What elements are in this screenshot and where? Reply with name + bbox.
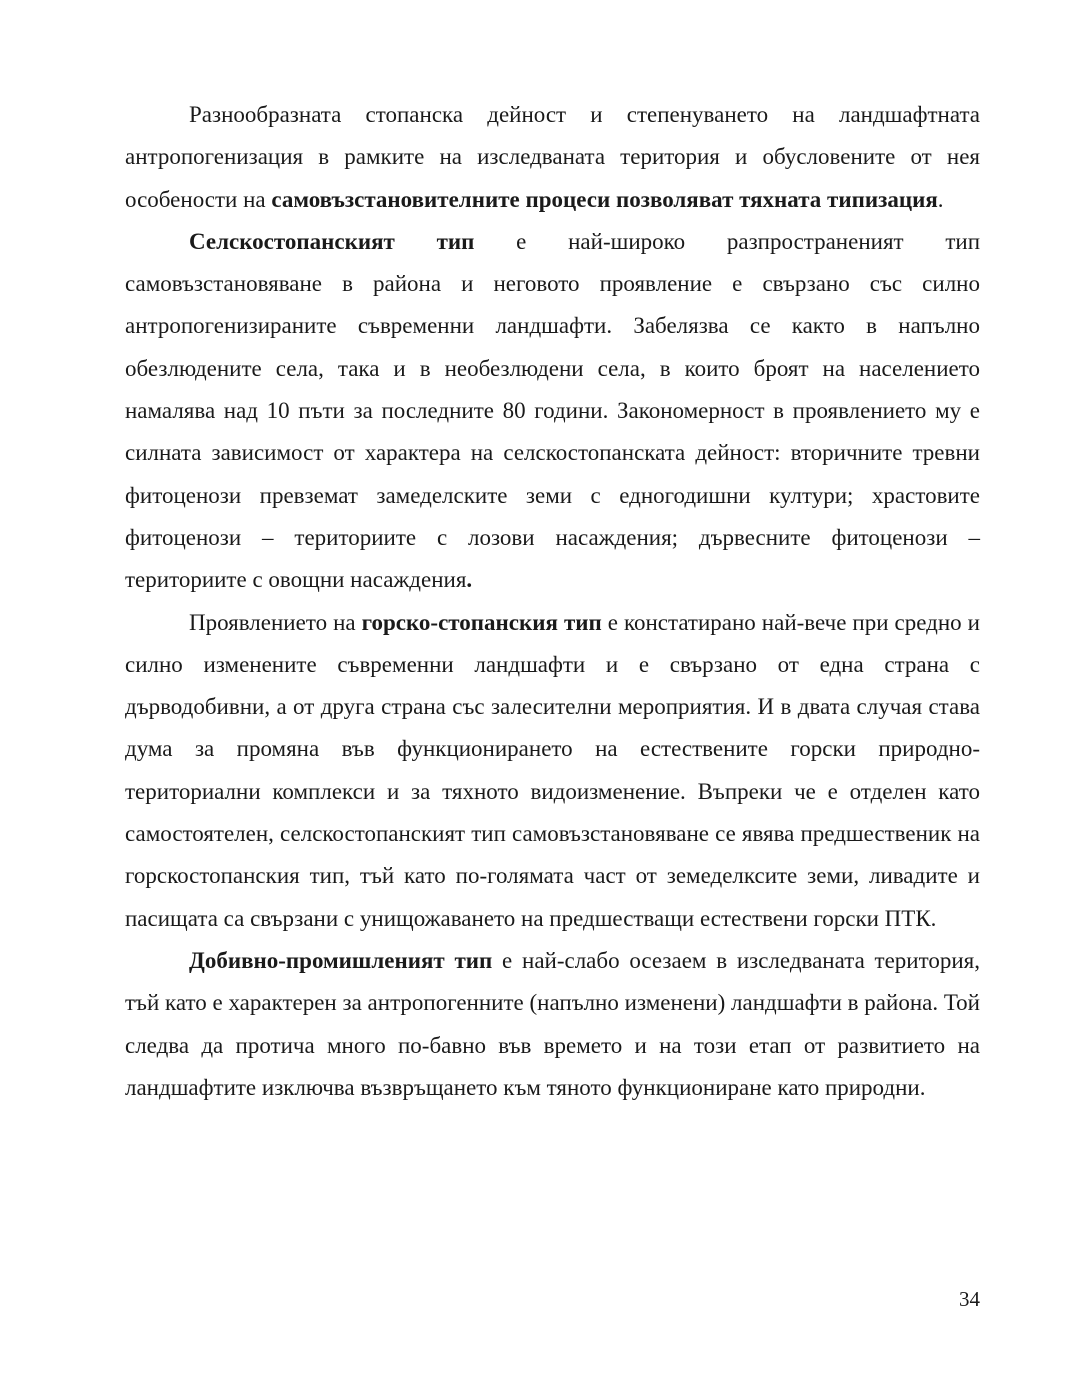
paragraph-3-lead: Проявлението на: [189, 609, 362, 635]
paragraph-3: [125, 602, 980, 940]
paragraph-1-period: .: [937, 186, 944, 212]
paragraph-4: [125, 940, 980, 1109]
page-number: 34: [959, 1287, 980, 1311]
paragraph-1: [125, 94, 980, 221]
paragraph-3-text: е констатирано най-вече при средно и силно изменените съвременни ландшафти и е свързано от една страна с дърводобивни, а от друга страна със залесителни мероприятия. И в двата случая става дума за промяна във функционирането на естествените горски природно-териториални комплекси и за тяхното видоизменение. Въпреки че е отделен като самостоятелен, селскостопанският тип самовъзстановяване се явява предшественик на горскостопанския тип, тъй като по-голямата част от земеделксите земи, ливадите и пасищата са свързани с унищожаването на предшестващи естествени горски ПТК.: [125, 609, 980, 931]
paragraph-2-bold-term: Селскостопанският тип: [189, 228, 475, 254]
paragraph-2-bold-period: .: [466, 567, 473, 593]
paragraph-4-text: е най-слабо осезаем в изследваната територия, тъй като е характерен за антропогенните (напълно изменени) ландшафти в района. Той следва да протича много по-бавно във времето и на този етап от развитието на ландшафтите изключва възвръщането към тяното функциониране като природни.: [125, 947, 980, 1100]
body-text: [125, 94, 980, 1109]
paragraph-3-bold-term: горско-стопанския тип: [361, 609, 602, 635]
paragraph-1-text: Разнообразната стопанска дейност и степенуването на ландшафтната антропогенизация в рамките на изследваната територия и обусловените от нея особености на: [125, 102, 980, 212]
paragraph-1-bold-phrase: самовъзстановителните процеси позволяват тяхната типизация: [271, 186, 938, 212]
paragraph-2: [125, 221, 980, 602]
paragraph-2-text: е най-широко разпространеният тип самовъзстановяване в района и неговото проявление е свързано със силно антропогенизираните съвременни ландшафти. Забелязва се както в напълно обезлюдените села, така и в необезлюдени села, в които броят на населението намалява над 10 пъти за последните 80 години. Закономерност в проявлението му е силната зависимост от характера на селскостопанската дейност: вторичните тревни фитоценози превземат замеделските земи с едногодишни култури; храстовите фитоценози – териториите с лозови насаждения; дървесните фитоценози – териториите с овощни насаждения: [125, 228, 981, 593]
paragraph-4-bold-term: Добивно-промишленият тип: [189, 947, 493, 973]
